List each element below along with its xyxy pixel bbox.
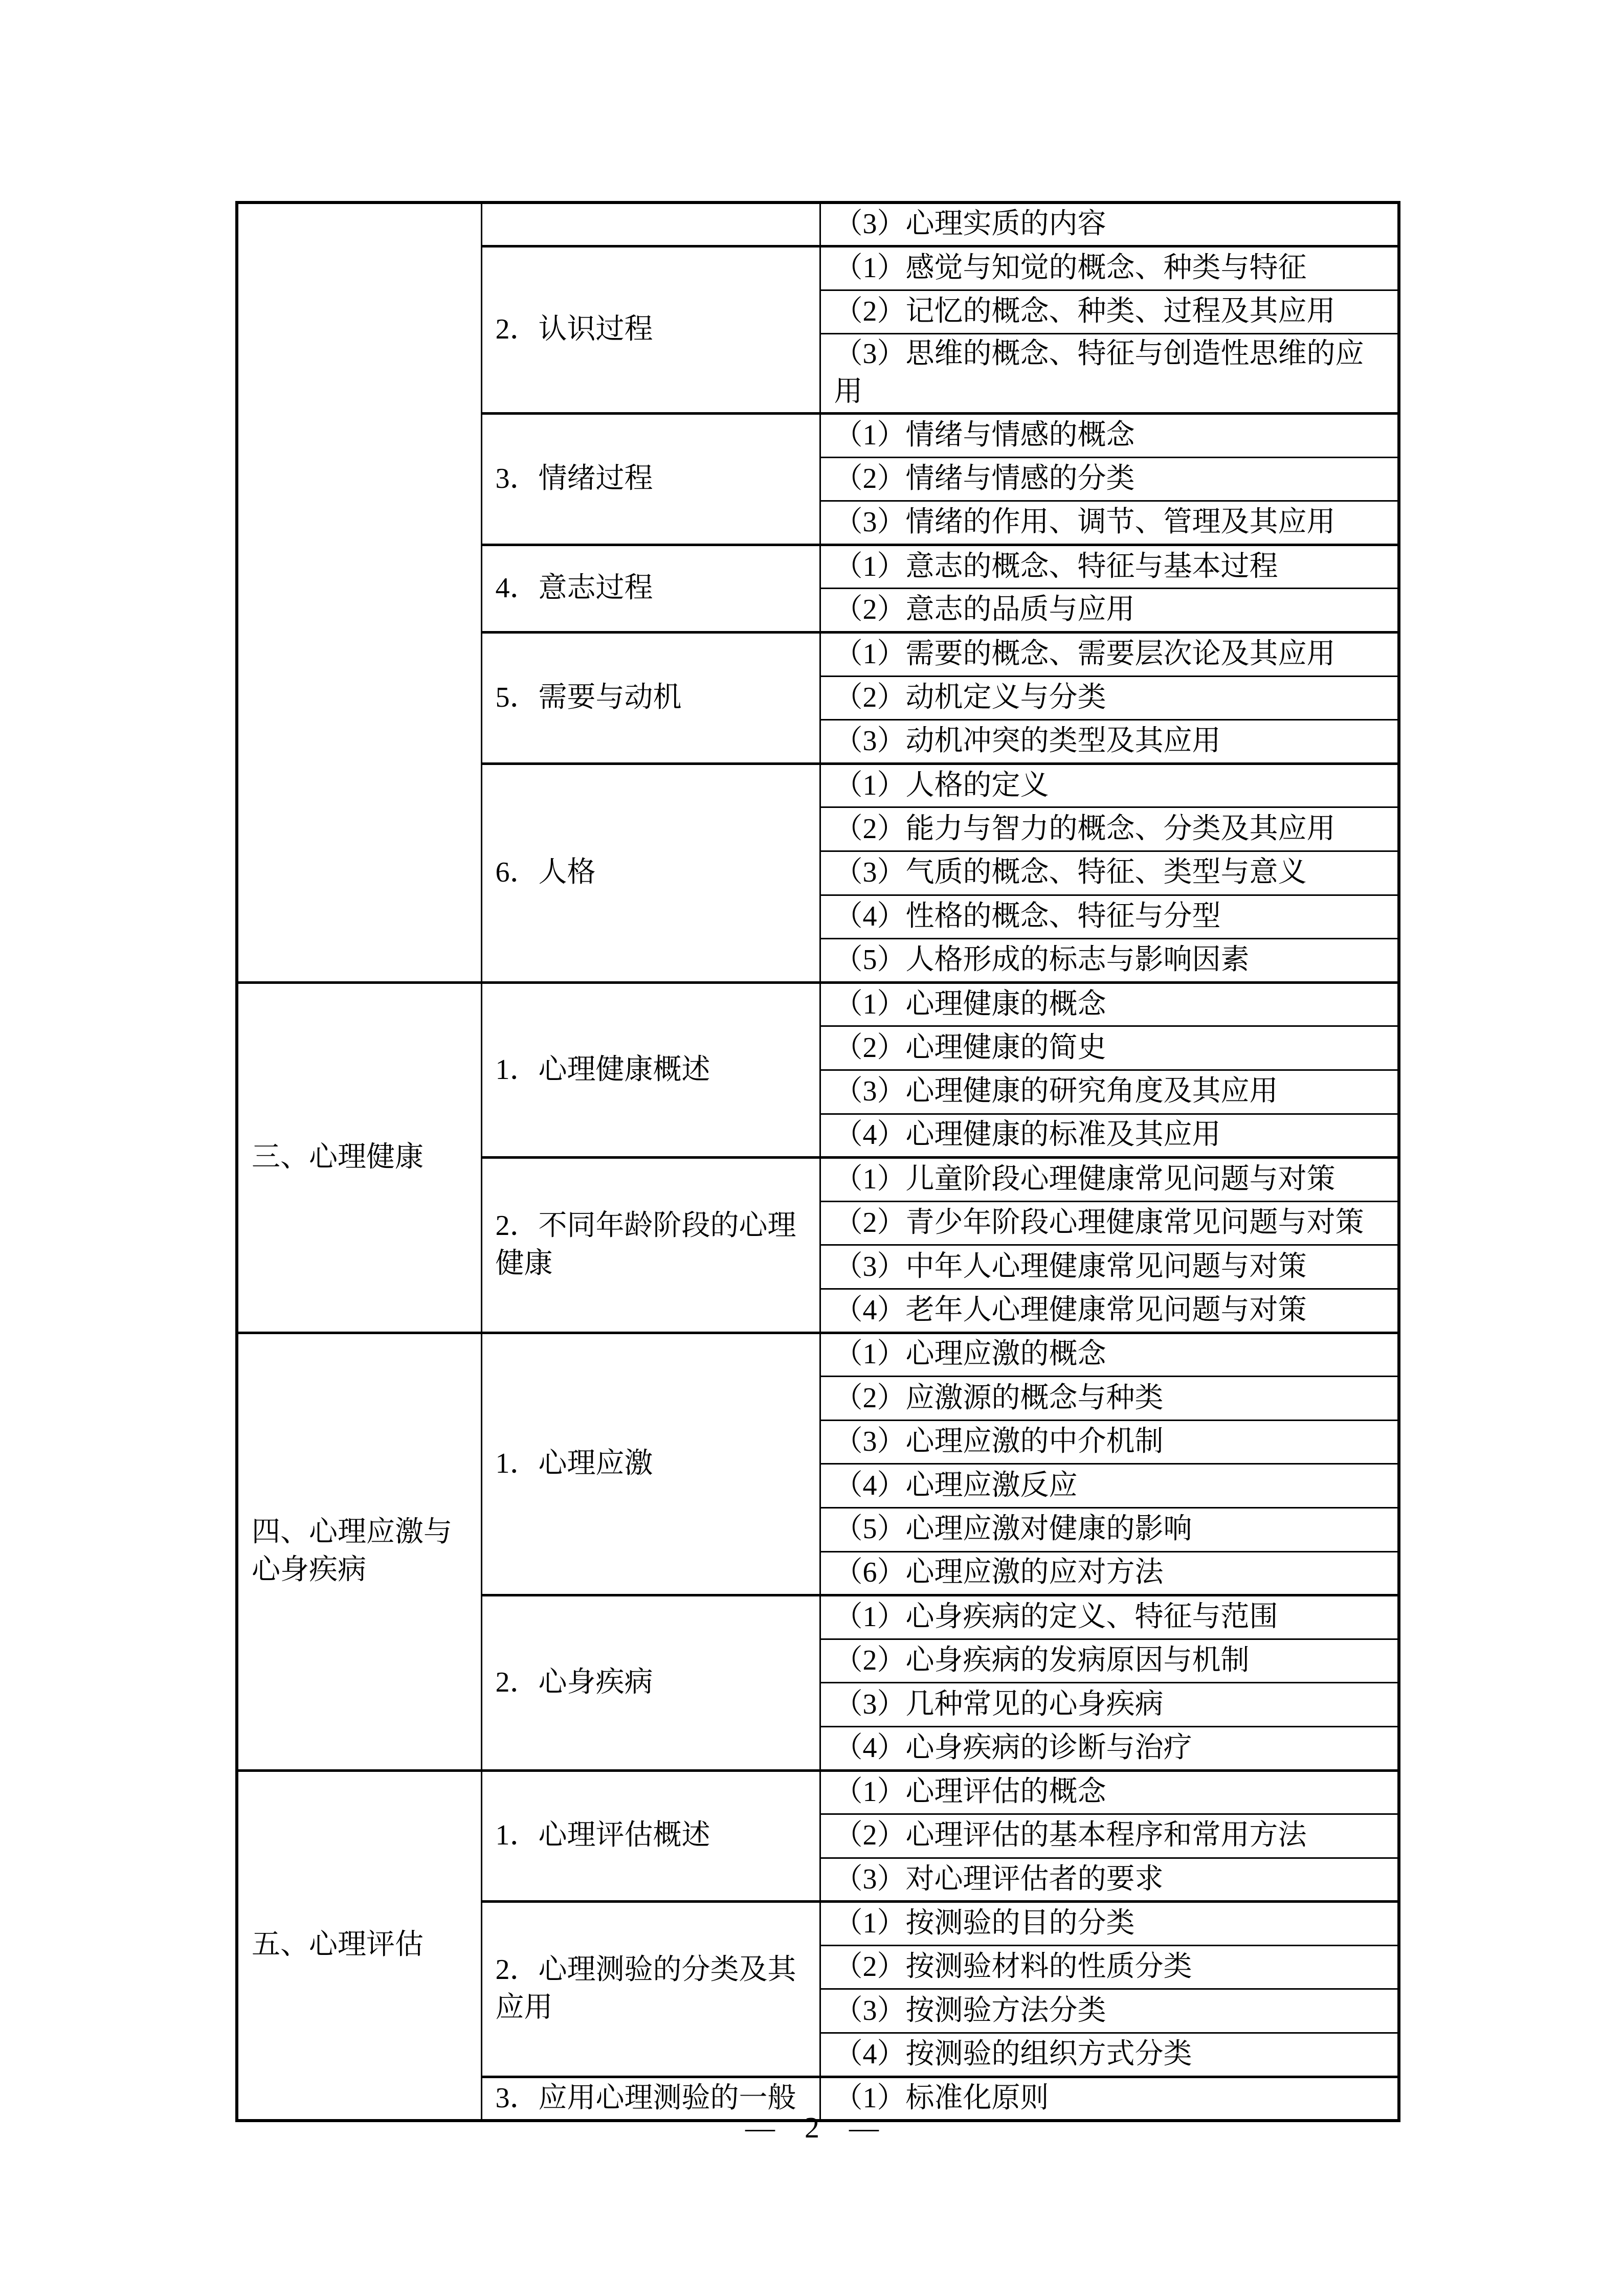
- group-label-cell: 5．需要与动机: [481, 633, 820, 764]
- item-cell: （2）心身疾病的发病原因与机制: [820, 1639, 1399, 1683]
- item-cell: （1）标准化原则: [820, 2077, 1399, 2121]
- item-cell: （4）心理应激反应: [820, 1464, 1399, 1508]
- table-row: [237, 1770, 1399, 1814]
- syllabus-table: [235, 201, 1400, 2122]
- item-cell: （6）心理应激的应对方法: [820, 1551, 1399, 1595]
- item-cell: （2）记忆的概念、种类、过程及其应用: [820, 290, 1399, 334]
- group-label-cell: 2．心理测验的分类及其应用: [481, 1902, 820, 2077]
- item-cell: （5）心理应激对健康的影响: [820, 1507, 1399, 1551]
- item-cell: （1）意志的概念、特征与基本过程: [820, 545, 1399, 589]
- group-label-cell: 2．不同年龄阶段的心理健康: [481, 1158, 820, 1333]
- item-cell: （3）心理应激的中介机制: [820, 1420, 1399, 1464]
- item-cell: （4）心理健康的标准及其应用: [820, 1114, 1399, 1158]
- group-label-cell: [481, 202, 820, 246]
- table-row: [237, 982, 1399, 1026]
- item-cell: （1）心理应激的概念: [820, 1333, 1399, 1377]
- item-cell: （3）按测验方法分类: [820, 1989, 1399, 2033]
- section-label-cell: 五、心理评估: [237, 1770, 481, 2121]
- item-cell: （3）心理实质的内容: [820, 202, 1399, 246]
- item-cell: （1）儿童阶段心理健康常见问题与对策: [820, 1158, 1399, 1202]
- page-number: — 2 —: [745, 2111, 879, 2144]
- item-cell: （1）心理评估的概念: [820, 1770, 1399, 1814]
- section-label-cell: [237, 202, 481, 982]
- item-cell: （4）老年人心理健康常见问题与对策: [820, 1289, 1399, 1333]
- item-cell: （2）青少年阶段心理健康常见问题与对策: [820, 1201, 1399, 1245]
- table-row: [237, 1333, 1399, 1377]
- group-label-cell: 6．人格: [481, 763, 820, 982]
- item-cell: （5）人格形成的标志与影响因素: [820, 939, 1399, 983]
- item-cell: （2）心理评估的基本程序和常用方法: [820, 1814, 1399, 1858]
- item-cell: （3）思维的概念、特征与创造性思维的应用: [820, 334, 1399, 414]
- group-label-cell: 1．心理评估概述: [481, 1770, 820, 1902]
- group-label-cell: 2．心身疾病: [481, 1595, 820, 1770]
- item-cell: （2）心理健康的简史: [820, 1026, 1399, 1070]
- item-cell: （1）感觉与知觉的概念、种类与特征: [820, 246, 1399, 290]
- section-label-cell: 四、心理应激与心身疾病: [237, 1333, 481, 1770]
- item-cell: （1）按测验的目的分类: [820, 1902, 1399, 1946]
- item-cell: （1）人格的定义: [820, 763, 1399, 807]
- item-cell: （3）气质的概念、特征、类型与意义: [820, 851, 1399, 895]
- item-cell: （4）按测验的组织方式分类: [820, 2033, 1399, 2077]
- item-cell: （3）中年人心理健康常见问题与对策: [820, 1245, 1399, 1289]
- table-row: [237, 202, 1399, 246]
- item-cell: （2）意志的品质与应用: [820, 589, 1399, 633]
- item-cell: （2）按测验材料的性质分类: [820, 1945, 1399, 1989]
- group-label-cell: 3．应用心理测验的一般: [481, 2077, 820, 2121]
- item-cell: （2）能力与智力的概念、分类及其应用: [820, 807, 1399, 851]
- item-cell: （3）几种常见的心身疾病: [820, 1683, 1399, 1727]
- group-label-cell: 1．心理应激: [481, 1333, 820, 1595]
- item-cell: （4）心身疾病的诊断与治疗: [820, 1726, 1399, 1770]
- item-cell: （2）应激源的概念与种类: [820, 1377, 1399, 1421]
- item-cell: （4）性格的概念、特征与分型: [820, 895, 1399, 939]
- item-cell: （3）心理健康的研究角度及其应用: [820, 1070, 1399, 1114]
- group-label-cell: 3．情绪过程: [481, 414, 820, 545]
- item-cell: （1）心身疾病的定义、特征与范围: [820, 1595, 1399, 1639]
- item-cell: （2）动机定义与分类: [820, 676, 1399, 720]
- group-label-cell: 1．心理健康概述: [481, 982, 820, 1157]
- item-cell: （3）对心理评估者的要求: [820, 1858, 1399, 1902]
- item-cell: （2）情绪与情感的分类: [820, 457, 1399, 501]
- item-cell: （3）情绪的作用、调节、管理及其应用: [820, 501, 1399, 545]
- group-label-cell: 4．意志过程: [481, 545, 820, 632]
- item-cell: （1）心理健康的概念: [820, 982, 1399, 1026]
- section-label-cell: 三、心理健康: [237, 982, 481, 1333]
- item-cell: （1）情绪与情感的概念: [820, 414, 1399, 458]
- item-cell: （3）动机冲突的类型及其应用: [820, 720, 1399, 764]
- group-label-cell: 2．认识过程: [481, 246, 820, 414]
- item-cell: （1）需要的概念、需要层次论及其应用: [820, 633, 1399, 677]
